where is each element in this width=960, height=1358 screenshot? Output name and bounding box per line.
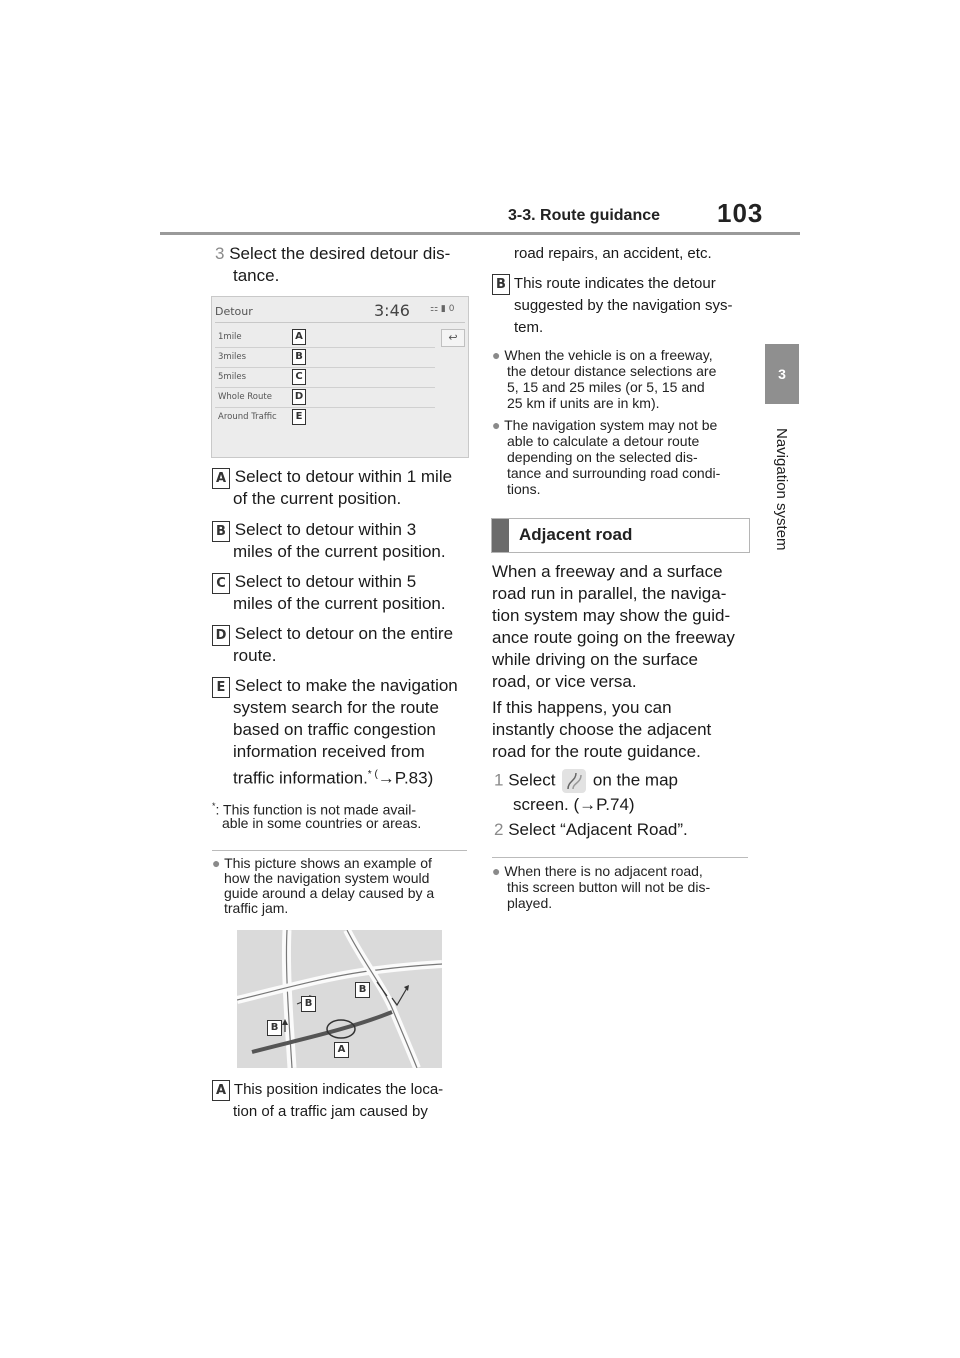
page-number: 103	[717, 198, 764, 228]
option-e-line4: information received from	[233, 742, 425, 761]
callout-label: D	[212, 625, 230, 646]
screen-row-whole-route: Whole Route D	[215, 388, 435, 408]
callout-label: E	[212, 677, 230, 698]
screen-row-around-traffic: Around Traffic E	[215, 408, 435, 427]
chapter-tab: 3	[765, 344, 799, 404]
map-label-b: B	[355, 982, 370, 998]
note-picture-example: ● This picture shows an example of	[212, 855, 432, 871]
note-freeway-distances: ● When the vehicle is on a freeway,	[492, 347, 713, 363]
status-icons: ⚏ ▮ 0	[430, 304, 455, 314]
map-desc-b: B This route indicates the detour	[492, 273, 716, 295]
adjacent-road-heading	[491, 518, 750, 553]
callout-label: B	[292, 349, 306, 365]
step-number: 2	[494, 820, 504, 839]
callout-label: A	[292, 329, 306, 345]
callout-label: A	[212, 468, 230, 489]
map-desc-a-line2: tion of a traffic jam caused by	[233, 1103, 428, 1120]
adj-para1-line1: When a freeway and a surface	[492, 562, 723, 581]
heading-title: Adjacent road	[519, 525, 633, 544]
note3-line4: tance and surrounding road condi-	[507, 465, 721, 481]
callout-label: E	[292, 409, 306, 425]
note1-line4: traffic jam.	[224, 900, 289, 916]
option-a-line2: of the current position.	[233, 489, 402, 508]
section-title: 3-3. Route guidance	[508, 207, 661, 224]
callout-label: A	[212, 1080, 230, 1101]
step-3-line2: tance.	[233, 266, 280, 285]
adj-para2-line1: If this happens, you can	[492, 698, 672, 717]
footnote: *: This function is not made avail-	[212, 801, 417, 818]
option-e: E Select to make the navigation	[212, 675, 458, 698]
option-e-line2: system search for the route	[233, 698, 439, 717]
adj-para1-line2: road run in parallel, the naviga-	[492, 584, 727, 603]
note-divider	[492, 857, 748, 858]
note3-line3: depending on the selected dis-	[507, 449, 698, 465]
step-3-line1: 3 Select the desired detour dis-	[215, 244, 451, 263]
note-no-adjacent-road: ● When there is no adjacent road,	[492, 863, 703, 879]
option-b-line2: miles of the current position.	[233, 542, 446, 561]
adjacent-road-icon	[562, 769, 586, 793]
option-d: D Select to detour on the entire	[212, 623, 453, 646]
screen-clock: 3:46	[374, 301, 410, 320]
detour-map-image	[237, 930, 442, 1068]
adj-para1-line3: tion system may show the guid-	[492, 606, 731, 625]
map-label-b: B	[267, 1020, 282, 1036]
note1-line2: how the navigation system would	[224, 870, 430, 886]
map-desc-a-line3: road repairs, an accident, etc.	[514, 245, 712, 262]
adj-step-1: 1 Select on the map	[494, 769, 678, 793]
option-e-line3: based on traffic congestion	[233, 720, 436, 739]
option-d-line2: route.	[233, 646, 277, 665]
callout-label: B	[492, 274, 510, 295]
adj-para1-line4: ance route going on the freeway	[492, 628, 735, 647]
adj-para1-line5: while driving on the surface	[492, 650, 699, 669]
note2-line4: 25 km if units are in km).	[507, 395, 660, 411]
screen-row-1mile: 1mile A	[215, 328, 435, 348]
heading-bar	[492, 519, 509, 552]
callout-label: D	[292, 389, 306, 405]
map-desc-b-line3: tem.	[514, 319, 544, 336]
map-desc-b-line2: suggested by the navigation sys-	[514, 297, 733, 314]
adj-para2-line3: road for the route guidance.	[492, 742, 701, 761]
option-b: B Select to detour within 3	[212, 519, 416, 542]
option-e-line5: traffic information.* (→P.83)	[233, 768, 434, 788]
step-number: 3	[215, 244, 225, 263]
note2-line3: 5, 15 and 25 miles (or 5, 15 and	[507, 379, 705, 395]
option-c-line2: miles of the current position.	[233, 594, 446, 613]
adj-note-line3: played.	[507, 895, 553, 911]
adj-step-1-line2: screen. (→P.74)	[513, 795, 635, 814]
map-label-b: B	[301, 996, 316, 1012]
adj-para1-line6: road, or vice versa.	[492, 672, 637, 691]
note2-line2: the detour distance selections are	[507, 363, 717, 379]
screen-row-3miles: 3miles B	[215, 348, 435, 368]
note-divider	[212, 850, 467, 851]
chapter-tab-label: Navigation system	[773, 428, 790, 551]
screen-row-5miles: 5miles C	[215, 368, 435, 388]
adj-step-2: 2 Select “Adjacent Road”.	[494, 820, 688, 839]
step-number: 1	[494, 770, 504, 790]
callout-label: C	[292, 369, 306, 385]
adj-para2-line2: instantly choose the adjacent	[492, 720, 712, 739]
option-c: C Select to detour within 5	[212, 571, 416, 594]
map-desc-a: A This position indicates the loca-	[212, 1079, 443, 1101]
map-label-a: A	[334, 1042, 349, 1058]
option-a: A Select to detour within 1 mile	[212, 466, 452, 489]
note-calculation: ● The navigation system may not be	[492, 417, 718, 433]
note3-line5: tions.	[507, 481, 541, 497]
screen-title: Detour	[215, 305, 253, 318]
note3-line2: able to calculate a detour route	[507, 433, 700, 449]
back-icon: ↩	[441, 329, 465, 347]
adj-note-line2: this screen button will not be dis-	[507, 879, 711, 895]
note1-line3: guide around a delay caused by a	[224, 885, 435, 901]
detour-screen-image	[211, 296, 469, 458]
screen-divider	[215, 322, 465, 323]
footnote-line2: able in some countries or areas.	[222, 815, 422, 831]
callout-label: B	[212, 521, 230, 542]
header-divider	[160, 232, 800, 235]
callout-label: C	[212, 573, 230, 594]
